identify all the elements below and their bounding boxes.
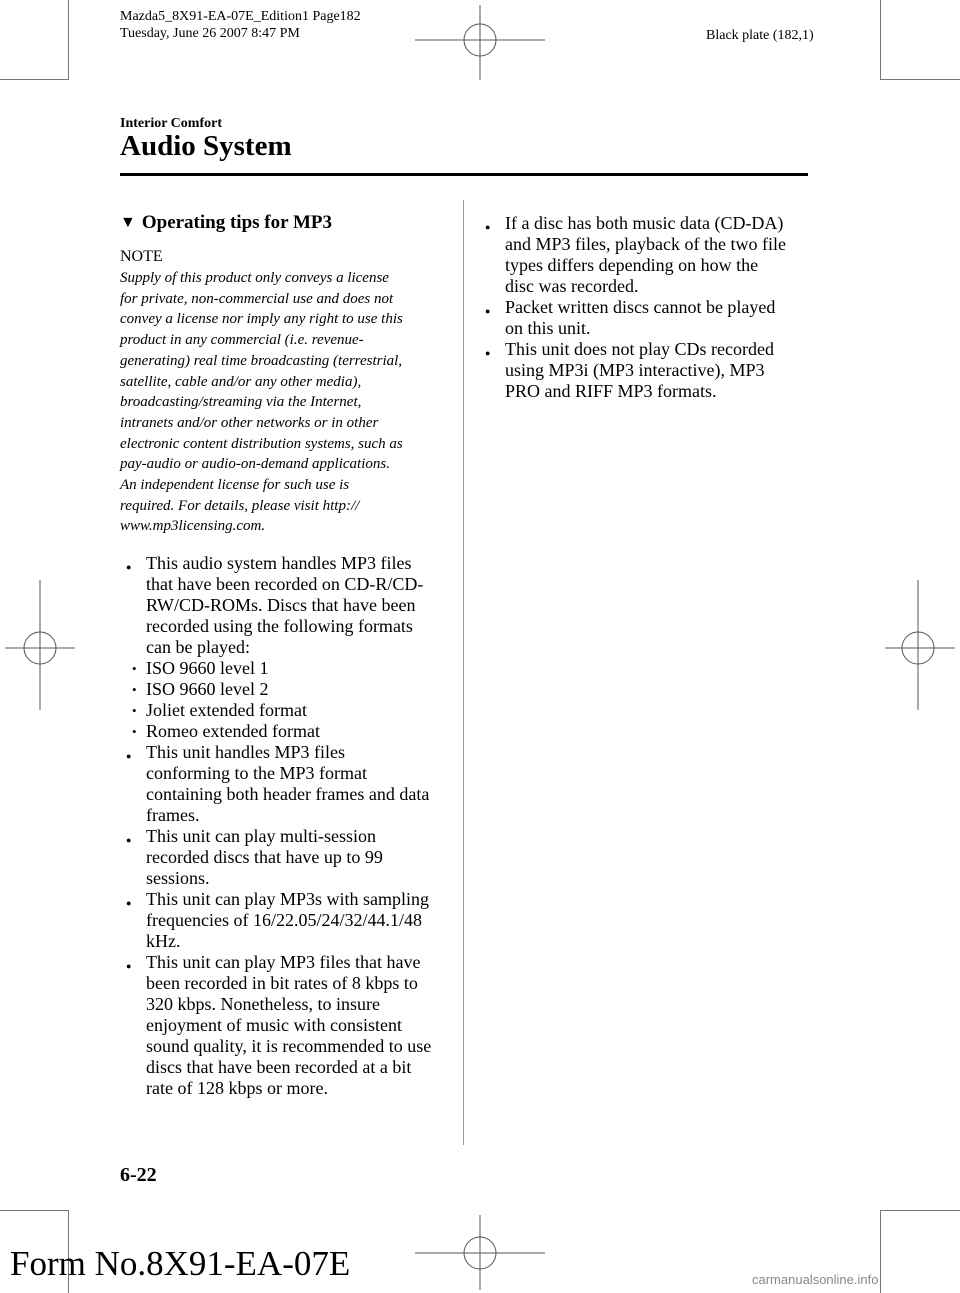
right-column [479, 213, 809, 402]
list-item: ● This unit can play MP3s with sampling frequencies of 16/22.05/24/32/44.1/48 kHz. [120, 889, 450, 952]
title-rule [120, 173, 808, 176]
sub-list-item: • ISO 9660 level 1 [120, 658, 450, 679]
list-item: ● This unit does not play CDs recorded using MP3i (MP3 interactive), MP3 PRO and RIFF MP3 formats. [479, 339, 809, 402]
page-title: Audio System [120, 130, 292, 162]
watermark: carmanualsonline.info [752, 1272, 879, 1287]
section-label: Interior Comfort [120, 116, 222, 131]
list-item: ● This unit can play multi-session recorded discs that have up to 99 sessions. [120, 826, 450, 889]
list-item: ● This audio system handles MP3 files that have been recorded on CD-R/CD- RW/CD-ROMs. Discs that have been recorded using the following formats can be played: [120, 553, 450, 658]
print-file-info [120, 8, 361, 42]
plate-label: Black plate (182,1) [706, 28, 814, 43]
list-item: ● If a disc has both music data (CD-DA) and MP3 files, playback of the two file types differs depending on how the disc was recorded. [479, 213, 809, 297]
list-item: ● This unit handles MP3 files conforming to the MP3 format containing both header frames and data frames. [120, 742, 450, 826]
note-label: NOTE [120, 248, 163, 265]
bullet-list [120, 553, 450, 1099]
file-line: Mazda5_8X91-EA-07E_Edition1 Page182 [120, 9, 361, 24]
column-divider [463, 200, 464, 1145]
form-number: Form No.8X91-EA-07E [10, 1244, 351, 1283]
sub-list-item: • Joliet extended format [120, 700, 450, 721]
left-column [120, 212, 450, 1099]
triangle-marker-icon: ▼ [120, 214, 136, 231]
list-item: ● This unit can play MP3 files that have been recorded in bit rates of 8 kbps to 320 kbps. Nonetheless, to insure enjoyment of music with consistent sound quality, it is recommended to use discs that have been recorded at a bit rate of 128 kbps or more. [120, 952, 450, 1099]
sub-list-item: • ISO 9660 level 2 [120, 679, 450, 700]
sub-list-item: • Romeo extended format [120, 721, 450, 742]
page-number: 6-22 [120, 1164, 157, 1186]
date-line: Tuesday, June 26 2007 8:47 PM [120, 26, 300, 41]
list-item: ● Packet written discs cannot be played on this unit. [479, 297, 809, 339]
section-heading: ▼ Operating tips for MP3 [120, 212, 333, 233]
note-body: Supply of this product only conveys a license for private, non-commercial use and does not convey a license nor imply any right to use this product in any commercial (i.e. revenue- generating) real time broadcasting (terrestrial, satellite, cable and/or any other media), broadcasting/streaming via the Internet, intranets and/or other networks or in other electronic content distribution systems, such as pay-audio or audio-on-demand applications. An independent license for such use is required. For details, please visit http:// www.mp3licensing.com. [120, 270, 403, 535]
